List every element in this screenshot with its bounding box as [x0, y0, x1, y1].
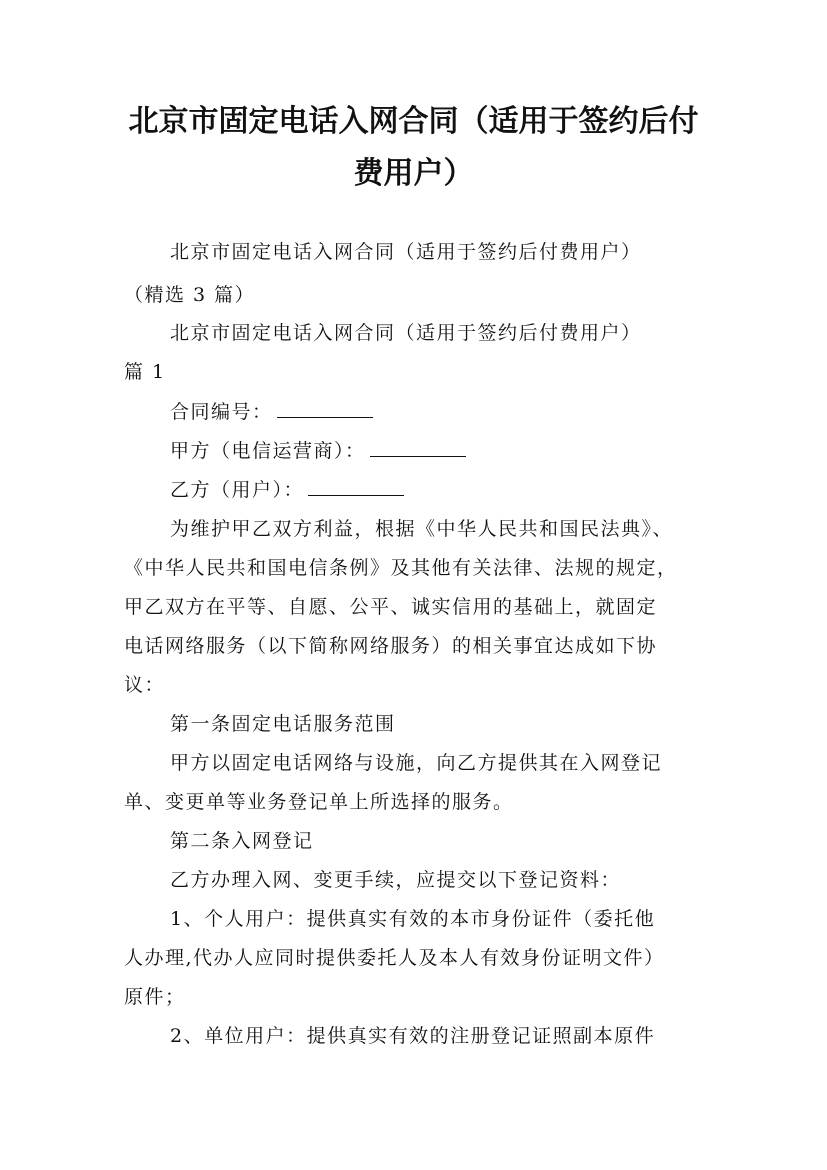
- party-a-blank: [370, 438, 466, 457]
- party-b-blank: [308, 477, 404, 496]
- list-item-line: 人办理,代办人应同时提供委托人及本人有效身份证明文件）: [124, 947, 665, 969]
- contract-number-line: [170, 398, 373, 426]
- subtitle-line: 北京市固定电话入网合同（适用于签约后付费用户）: [170, 241, 642, 263]
- list-item-line: 2、单位用户：提供真实有效的注册登记证照副本原件: [170, 1025, 656, 1047]
- party-b-label: 乙方（用户）：: [170, 479, 305, 501]
- paragraph-line: 甲方以固定电话网络与设施，向乙方提供其在入网登记: [170, 752, 663, 774]
- party-a-label: 甲方（电信运营商）：: [170, 440, 366, 462]
- list-item-line: 1、个人用户：提供真实有效的本市身份证件（委托他: [170, 908, 656, 930]
- paragraph-line: 为维护甲乙双方利益，根据《中华人民共和国民法典》、: [170, 518, 674, 540]
- paragraph-line: 乙方办理入网、变更手续，应提交以下登记资料：: [170, 869, 622, 891]
- paragraph-line: 议：: [124, 674, 166, 696]
- article-heading: 第二条入网登记: [170, 830, 314, 852]
- party-a-line: [170, 437, 466, 465]
- subtitle-note: （精选 3 篇）: [124, 284, 256, 306]
- article-heading: 第一条固定电话服务范围: [170, 713, 396, 735]
- paragraph-line: 电话网络服务（以下简称网络服务）的相关事宜达成如下协: [124, 635, 658, 657]
- contract-number-blank: [277, 399, 373, 418]
- section-heading: 北京市固定电话入网合同（适用于签约后付费用户）: [170, 322, 642, 344]
- title-line-2: 费用户）: [353, 156, 474, 191]
- paragraph-line: 甲乙双方在平等、自愿、公平、诚实信用的基础上，就固定: [124, 596, 658, 618]
- document-title: [110, 96, 717, 200]
- section-number: 篇 1: [124, 361, 166, 383]
- paragraph-line: 《中华人民共和国电信条例》及其他有关法律、法规的规定，: [124, 557, 678, 579]
- party-b-line: [170, 476, 404, 504]
- title-line-1: 北京市固定电话入网合同（适用于签约后付: [128, 104, 699, 139]
- paragraph-line: 单、变更单等业务登记单上所选择的服务。: [124, 791, 514, 813]
- list-item-line: 原件；: [124, 986, 186, 1008]
- contract-number-label: 合同编号：: [170, 401, 273, 423]
